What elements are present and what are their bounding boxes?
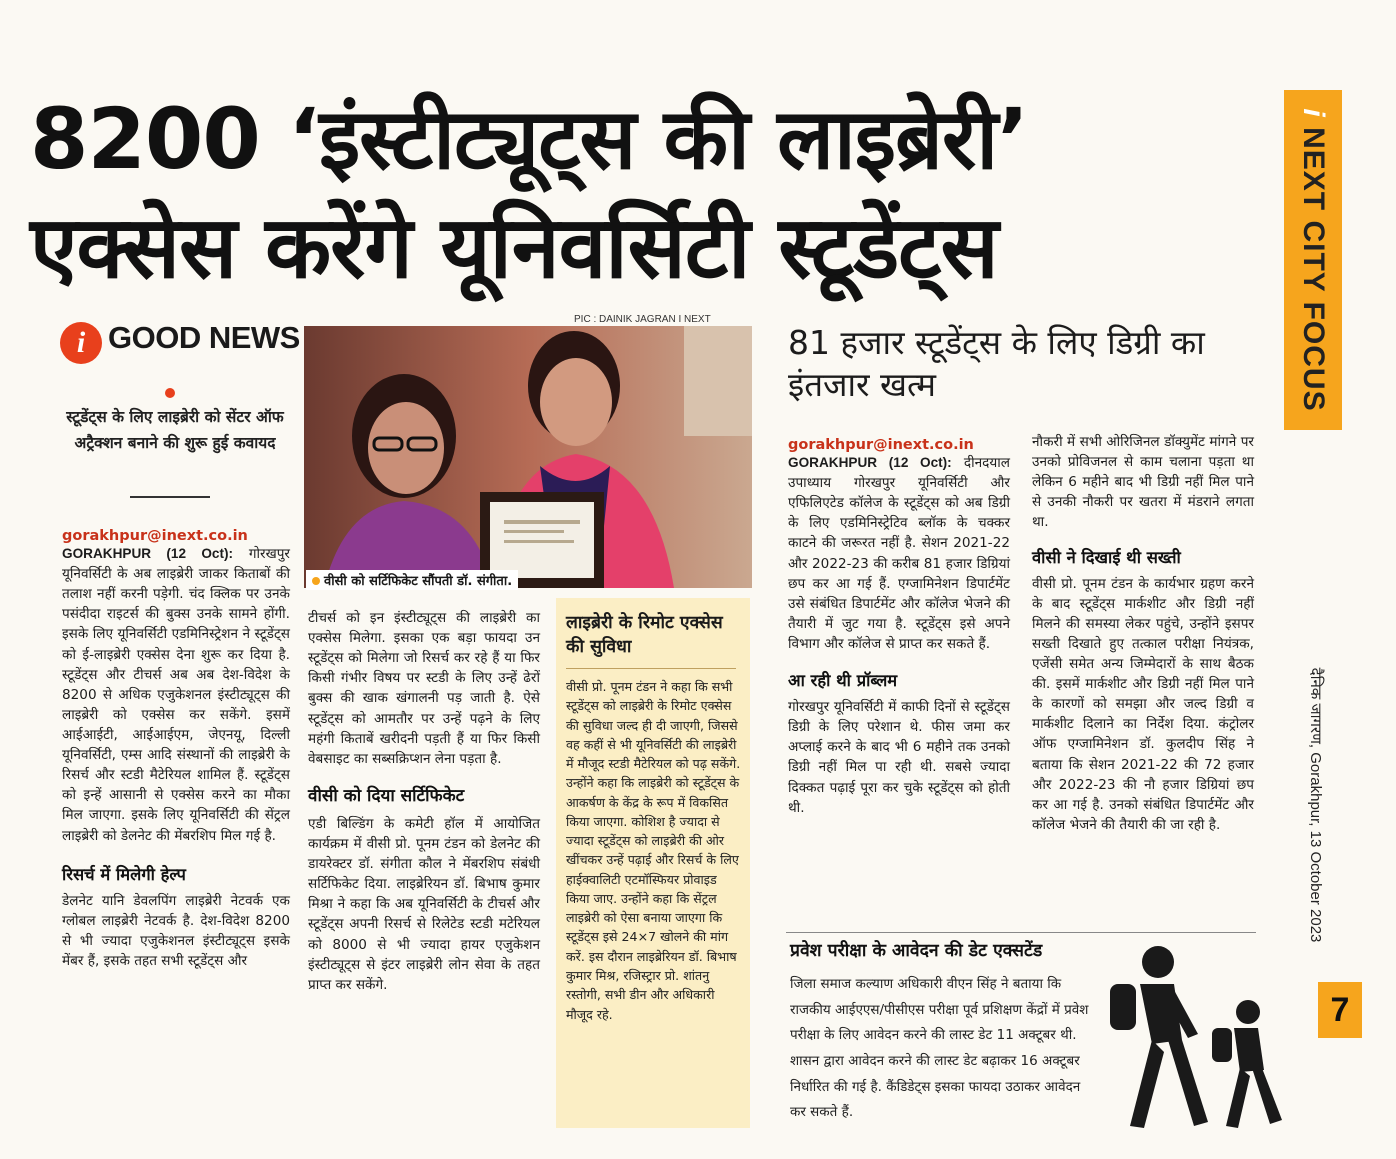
- article2-subhead2: वीसी ने दिखाई थी सख्ती: [1032, 547, 1181, 567]
- article1-col2-para1: टीचर्स को इन इंस्टीट्यूट्स की लाइब्रेरी का एक्सेस मिलेगा. इसका एक बड़ा फायदा उन स्टूडेंट्स को मिलेगा जो रिसर्च कर रहे हैं या फिर किसी गंभीर विषय पर स्टडी के लिए उन्हें ढेरों बुक्स की खाक खंगालनी पड़ जाती है. ऐसे स्टूडेंट्स को आमतौर पर उन्हें पढ़ने के लिए महंगी किताबें खरीदनी पड़ती हैं या फिर किसी वेबसाइट का सब्सक्रिप्शन लेना पड़ता है.: [308, 610, 540, 767]
- section-strip-i: i: [1297, 108, 1330, 118]
- sidebar-box-body: वीसी प्रो. पूनम टंडन ने कहा कि सभी स्टूडेंट्स को लाइब्रेरी के रिमोट एक्सेस की सुविधा जल्द ही दी जाएगी, जिससे वह कहीं से भी यूनिवर्सिटी की लाइब्रेरी में मौजूद स्टडी मैटेरियल को पढ़ सकेंगे. उन्होंने कहा कि लाइब्रेरी को स्टूडेंट्स के आकर्षण के केंद्र के रूप में विकसित किया जाएगा. कोशिश है ज्यादा से ज्यादा स्टूडेंट्स को लाइब्रेरी की ओर खींचकर उन्हें पढ़ाई और रिसर्च के लिए हाईक्वालिटी एटमॉस्फियर प्रोवाइड किया जाए. उन्होंने कहा कि सेंट्रल लाइब्रेरी को ऐसा बनाया जाएगा कि स्टूडेंट्स इसे 24×7 खोलने की मांग करें. इस दौरान लाइब्रेरियन डॉ. बिभाष कुमार मिश्र, रजिस्ट्रार प्रो. शांतनु रस्तोगी, सभी डीन और अधिकारी मौजूद रहे.: [566, 679, 741, 1022]
- caption-bullet: [312, 577, 320, 585]
- article2-subhead1: आ रही थी प्रॉब्लम: [788, 671, 898, 691]
- article1-column1: [62, 528, 290, 971]
- good-news-i-icon: i: [60, 322, 102, 364]
- headline-line2: एक्सेस करेंगे यूनिवर्सिटी स्टूडेंट्स: [30, 198, 998, 298]
- article2-para1-text: दीनदयाल उपाध्याय गोरखपुर यूनिवर्सिटी और एफिलिएटेड कॉलेज के स्टूडेंट्स को अब डिग्री के लिए एडमिनिस्ट्रेटिव ब्लॉक के चक्कर काटने की जरूरत नहीं है. सेशन 2021-22 और 2022-23 की करीब 81 हजार डिग्रियां छप कर आ गई हैं. एग्जामिनेशन डिपार्टमेंट उसे संबंधित डिपार्टमेंट और कॉलेज भेजने की तैयारी में जुट गया है. स्टूडेंट्स इसे अपने विभाग और कॉलेज से प्राप्त कर सकते हैं.: [788, 455, 1011, 652]
- notice-body: जिला समाज कल्याण अधिकारी वीएन सिंह ने बताया कि राजकीय आईएएस/पीसीएस परीक्षा पूर्व प्रशिक्षण केंद्रों में प्रवेश परीक्षा के लिए आवेदन करने की लास्ट डेट 11 अक्टूबर थी. शासन द्वारा आवेदन करने की लास्ट डेट बढ़ाकर 16 अक्टूबर निर्धारित की गई है. कैंडिडेट्स इसका फायदा उठाकर आवेदन कर सकते हैं.: [790, 976, 1089, 1121]
- article1-email: gorakhpur@inext.co.in: [62, 528, 248, 544]
- article2-para2: गोरखपुर यूनिवर्सिटी में काफी दिनों से स्टूडेंट्स डिग्री के लिए परेशान थे. फीस जमा कर अप्लाई करने के बाद भी 6 महीने तक उनको डिग्री नहीं मिल पा रही थी. सबसे ज्यादा दिक्कत पढ़ाई पूरा कर चुके स्टूडेंट्स को होती थी.: [788, 699, 1010, 816]
- article1-col2-subhead: वीसी को दिया सर्टिफिकेट: [308, 785, 465, 806]
- article2-column1: [788, 437, 1010, 818]
- notice-headline: प्रवेश परीक्षा के आवेदन की डेट एक्सटेंड: [790, 941, 1043, 961]
- good-news-label: GOOD NEWS: [108, 320, 300, 355]
- article2-email: gorakhpur@inext.co.in: [788, 437, 974, 453]
- section-strip-label: NEXT CITY FOCUS: [1297, 127, 1330, 412]
- article2-para1: [788, 453, 1010, 654]
- article1-para1: [62, 544, 290, 846]
- photo-illustration: [304, 326, 752, 588]
- subtitle-dot: [165, 388, 175, 398]
- subtitle-rule: [130, 496, 210, 498]
- article1-dateline: GORAKHPUR (12 Oct):: [62, 546, 234, 561]
- article2-headline: 81 हजार स्टूडेंट्स के लिए डिग्री का इंतजार खत्म: [788, 323, 1205, 404]
- article2-dateline: GORAKHPUR (12 Oct):: [788, 455, 952, 470]
- section-strip-text: [1284, 90, 1342, 430]
- article1-column2: [308, 608, 540, 995]
- article1-para2: डेलनेट यानि डेवलपिंग लाइब्रेरी नेटवर्क एक ग्लोबल लाइब्रेरी नेटवर्क है. देश-विदेश 8200 से भी ज्यादा एजुकेशनल इंस्टीट्यूट्स इसके मेंबर हैं, इसके तहत सभी स्टूडेंट्स और: [62, 892, 290, 969]
- article2-col2-para2: वीसी प्रो. पूनम टंडन के कार्यभार ग्रहण करने के बाद स्टूडेंट्स मार्कशीट और डिग्री नहीं मिलने की समस्या लेकर पहुंचे, उन्होंने इसपर सख्ती दिखाते हुए तत्काल परीक्षा नियंत्रक, एजेंसी समेत अन्य जिम्मेदारों के साथ बैठक की. इसमें मार्कशीट और डिग्री नहीं मिल पाने के कारणों को समझा और जल्द डिग्री व मार्कशीट दिलाने का निर्देश दिया. कंट्रोलर ऑफ एग्जामिनेशन डॉ. कुलदीप सिंह ने बताया कि सेशन 2021-22 की 72 हजार और 2022-23 की नौ हजार डिग्रियां छप कर आ गई है. उनको संबंधित डिपार्टमेंट और कॉलेज भेजने की तैयारी की जा रही है.: [1032, 575, 1254, 833]
- sidebar-box-title: लाइब्रेरी के रिमोट एक्सेस की सुविधा: [566, 613, 723, 657]
- article2-col2-para1: नौकरी में सभी ओरिजिनल डॉक्युमेंट मांगने पर उनको प्रोविजनल से काम चलाना पड़ता था लेकिन 6 महीने बाद भी डिग्री नहीं मिल पाने से उनकी नौकरी पर खतरा में मंडराने लगता था.: [1032, 434, 1254, 531]
- notice-divider: [786, 932, 1256, 933]
- headline-line1: 8200 ‘इंस्टीट्यूट्स की लाइब्रेरी’: [30, 90, 1029, 188]
- article-subtitle: स्टूडेंट्स के लिए लाइब्रेरी को सेंटर ऑफ अट्रैक्शन बनाने की शुरू हुई कवायद: [66, 408, 284, 452]
- walking-students-icon: [1090, 940, 1290, 1130]
- page-dateline-text: दैनिक जागरण, Gorakhpur, 13 October 2023: [1307, 667, 1324, 943]
- photo-caption-text: वीसी को सर्टिफिकेट सौंपती डॉ. संगीता.: [324, 574, 513, 589]
- photo-caption: [306, 570, 518, 590]
- photo-credit: PIC : DAINIK JAGRAN I NEXT: [574, 314, 711, 325]
- article1-subhead: रिसर्च में मिलेगी हेल्प: [62, 864, 186, 884]
- news-photo: [304, 326, 752, 588]
- sidebar-box-rule: [566, 668, 736, 669]
- article1-col2-para2: एडी बिल्डिंग के कमेटी हॉल में आयोजित कार्यक्रम में वीसी प्रो. पूनम टंडन को डेलनेट की डायरेक्टर डॉ. संगीता कौल ने मेंबरशिप संबंधी सर्टिफिकेट दिया. लाइब्रेरियन डॉ. बिभाष कुमार मिश्रा ने कहा कि अब यूनिवर्सिटी के टीचर्स और स्टूडेंट्स अपनी रिसर्च से रिलेटेड स्टडी मटेरियल को 8000 से भी ज्यादा हायर एजुकेशन इंस्टीट्यूट्स से इंटर लाइब्रेरी लोन सेवा के तहत प्राप्त कर सकेंगे.: [308, 815, 540, 993]
- article1-para1-text: गोरखपुर यूनिवर्सिटी के अब लाइब्रेरी जाकर किताबों की तलाश नहीं करनी पड़ेगी. चंद क्लिक पर उनके पसंदीदा राइटर्स की बुक्स उनके सामने होंगी. इसके लिए यूनिवर्सिटी एडमिनिस्ट्रेशन ने स्टूडेंट्स को ई-लाइब्रेरी एक्सेस देना शुरू कर दिया है. स्टूडेंट्स और टीचर्स अब अब देश-विदेश के 8200 से अधिक एजुकेशनल इंस्टीट्यूट्स की लाइब्रेरी को एक्सेस कर सकेंगे. इसमें आईआईटी, आईआईएम, जेएनयू, दिल्ली यूनिवर्सिटी, एम्स आदि संस्थानों की लाइब्रेरी के रिसर्च और स्टडी मैटेरियल शामिल हैं. स्टूडेंट्स को इन्हें आसानी से एक्सेस करने का मौका मिल जाएगा. इसके लिए यूनिवर्सिटी की सेंट्रल लाइब्रेरी को डेलनेट की मेंबरशिप मिल गई है.: [62, 546, 290, 844]
- page-number: 7: [1318, 982, 1362, 1038]
- page-dateline: [1296, 640, 1336, 970]
- article2-column2: [1032, 432, 1254, 835]
